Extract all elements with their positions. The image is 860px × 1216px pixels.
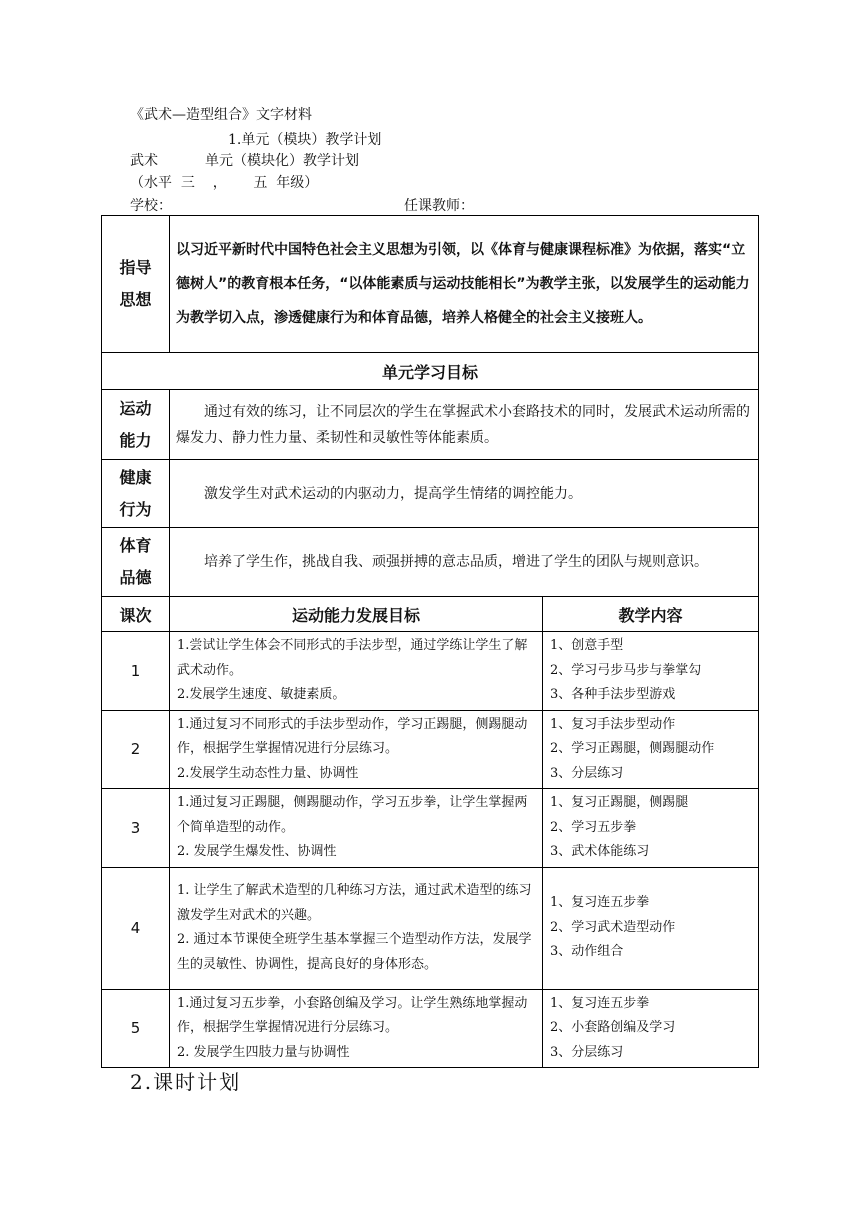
goal-row <box>102 460 759 528</box>
lesson-number: 3 <box>102 789 170 868</box>
document-title: 《武术—造型组合》文字材料 <box>130 107 312 123</box>
guide-row <box>102 216 759 353</box>
goal-label-health: 健康 行为 <box>102 460 170 528</box>
unit-plan-table <box>101 215 759 1068</box>
lesson-contents: 1、创意手型 2、学习弓步马步与拳掌勾 3、各种手法步型游戏 <box>543 632 759 711</box>
lesson-number: 1 <box>102 632 170 711</box>
goal-label-morality: 体育 品德 <box>102 528 170 597</box>
table-row <box>102 632 759 711</box>
section1-title: 1.单元（模块）教学计划 <box>228 132 382 148</box>
lesson-number: 4 <box>102 867 170 989</box>
goal-label-motor: 运动 能力 <box>102 390 170 460</box>
guide-label: 指导 思想 <box>102 216 170 353</box>
table-row <box>102 867 759 989</box>
level-line: （水平 三 ， 五 年级） <box>130 175 319 191</box>
school-label: 学校： <box>130 198 172 214</box>
lesson-contents: 1、复习连五步拳 2、学习武术造型动作 3、动作组合 <box>543 867 759 989</box>
lesson-objectives: 1.通过复习正踢腿，侧踢腿动作，学习五步拳，让学生掌握两个简单造型的动作。 2. 发展学生爆发性、协调性 <box>170 789 543 868</box>
goals-title: 单元学习目标 <box>102 353 759 390</box>
goal-text-morality: 培养了学生作，挑战自我、顽强拼搏的意志品质，增进了学生的团队与规则意识。 <box>170 528 759 597</box>
goal-row <box>102 390 759 460</box>
lesson-objectives: 1.尝试让学生体会不同形式的手法步型，通过学练让学生了解武术动作。 2.发展学生速度、敏捷素质。 <box>170 632 543 711</box>
lesson-objectives: 1.通过复习五步拳，小套路创编及学习。让学生熟练地掌握动作，根据学生掌握情况进行分层练习。 2. 发展学生四肢力量与协调性 <box>170 989 543 1068</box>
col-objective: 运动能力发展目标 <box>170 597 543 632</box>
table-row <box>102 789 759 868</box>
goal-text-health: 激发学生对武术运动的内驱动力，提高学生情绪的调控能力。 <box>170 460 759 528</box>
goals-title-row <box>102 353 759 390</box>
lesson-number: 5 <box>102 989 170 1068</box>
table-row <box>102 989 759 1068</box>
lesson-number: 2 <box>102 710 170 789</box>
col-lesson: 课次 <box>102 597 170 632</box>
guide-text: 以习近平新时代中国特色社会主义思想为引领，以《体育与健康课程标准》为依据，落实“立德树人”的教育根本任务，“以体能素质与运动技能相长”为教学主张，以发展学生的运动能力为教学切入点，渗透健康行为和体育品德，培养人格健全的社会主义接班人。 <box>170 216 759 353</box>
subject-label: 武术 <box>130 153 158 169</box>
lesson-objectives: 1. 让学生了解武术造型的几种练习方法，通过武术造型的练习激发学生对武术的兴趣。 2. 通过本节课使全班学生基本掌握三个造型动作方法，发展学生的灵敏性、协调性，提高良好的身体形态。 <box>170 867 543 989</box>
section2-title: 2.课时计划 <box>130 1070 242 1094</box>
col-content: 教学内容 <box>543 597 759 632</box>
lesson-objectives: 1.通过复习不同形式的手法步型动作，学习正踢腿，侧踢腿动作，根据学生掌握情况进行分层练习。 2.发展学生动态性力量、协调性 <box>170 710 543 789</box>
lesson-header-row <box>102 597 759 632</box>
lesson-contents: 1、复习正踢腿，侧踢腿 2、学习五步拳 3、武术体能练习 <box>543 789 759 868</box>
teacher-label: 任课教师： <box>404 198 474 214</box>
lesson-contents: 1、复习手法步型动作 2、学习正踢腿，侧踢腿动作 3、分层练习 <box>543 710 759 789</box>
lesson-contents: 1、复习连五步拳 2、小套路创编及学习 3、分层练习 <box>543 989 759 1068</box>
table-row <box>102 710 759 789</box>
plan-title: 单元（模块化）教学计划 <box>205 153 359 169</box>
goal-row <box>102 528 759 597</box>
goal-text-motor: 通过有效的练习，让不同层次的学生在掌握武术小套路技术的同时，发展武术运动所需的爆发力、静力性力量、柔韧性和灵敏性等体能素质。 <box>170 390 759 460</box>
